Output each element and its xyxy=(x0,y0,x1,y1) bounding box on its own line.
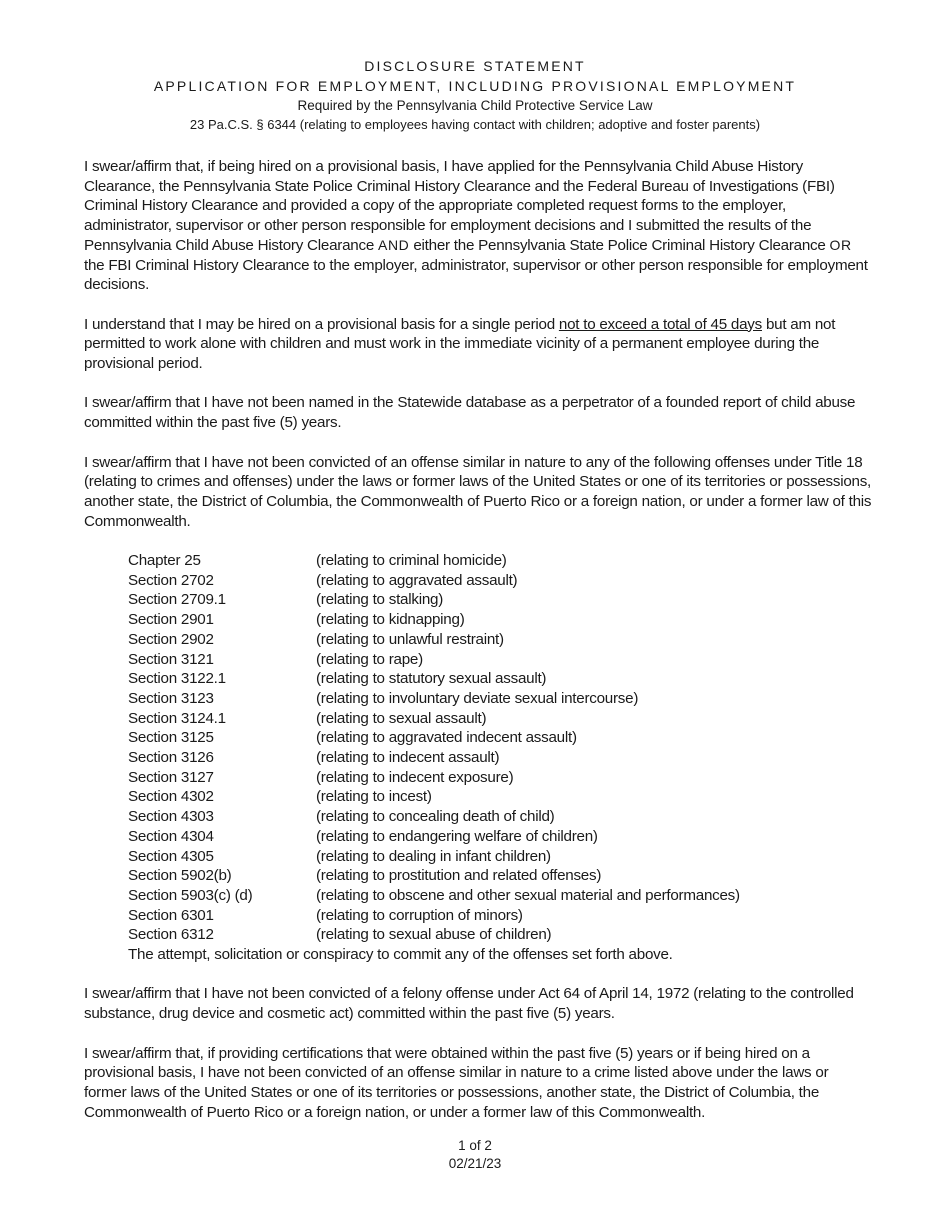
offense-section: Section 5903(c) (d) xyxy=(128,886,253,904)
offense-description: (relating to corruption of minors) xyxy=(316,906,523,924)
offense-description: (relating to sexual assault) xyxy=(316,709,487,727)
offense-description: (relating to rape) xyxy=(316,650,423,668)
statewide-database-paragraph: I swear/affirm that I have not been named in the Statewide database as a perpetrator of a founded report of child abuse committed within the past five (5) years. xyxy=(84,394,856,432)
offense-section: Section 3121 xyxy=(128,650,214,668)
offense-row xyxy=(128,847,874,867)
offense-section: Section 4304 xyxy=(128,827,214,845)
offense-list xyxy=(128,551,874,965)
paragraph2-before: I understand that I may be hired on a provisional basis for a single period xyxy=(84,315,559,333)
offense-row xyxy=(128,689,874,709)
offense-row xyxy=(128,748,874,768)
offense-row xyxy=(128,630,874,650)
offense-description: (relating to unlawful restraint) xyxy=(316,630,504,648)
offense-row xyxy=(128,551,874,571)
offense-section: Section 3123 xyxy=(128,689,214,707)
offense-section: Section 5902(b) xyxy=(128,867,232,885)
offense-row xyxy=(128,728,874,748)
statute-citation: 23 Pa.C.S. § 6344 (relating to employees having contact with children; adoptive and foster parents) xyxy=(189,117,761,132)
paragraph1-part3: the FBI Criminal History Clearance to the employer, administrator, supervisor or other person responsible for employment decisions. xyxy=(84,256,868,294)
offense-description: (relating to aggravated indecent assault) xyxy=(316,729,577,747)
paragraph1-part2: either the Pennsylvania State Police Criminal History Clearance xyxy=(409,236,830,254)
offense-row xyxy=(128,669,874,689)
document-subtitle: APPLICATION FOR EMPLOYMENT, INCLUDING PROVISIONAL EMPLOYMENT xyxy=(153,78,797,94)
offense-row xyxy=(128,571,874,591)
offense-row xyxy=(128,787,874,807)
offense-row xyxy=(128,610,874,630)
offense-section: Section 3126 xyxy=(128,749,214,767)
provisional-clearance-paragraph xyxy=(84,157,874,295)
offense-section: Section 6301 xyxy=(128,906,214,924)
provisional-period-paragraph xyxy=(84,315,874,374)
offense-row xyxy=(128,886,874,906)
offense-description: (relating to dealing in infant children) xyxy=(316,847,551,865)
page-footer xyxy=(0,1137,950,1173)
offense-description: (relating to prostitution and related offenses) xyxy=(316,867,602,885)
offense-description: (relating to concealing death of child) xyxy=(316,808,555,826)
offense-section: Section 3125 xyxy=(128,729,214,747)
offense-section: Section 3127 xyxy=(128,768,214,786)
offense-attempt-note: The attempt, solicitation or conspiracy to commit any of the offenses set forth above. xyxy=(128,946,673,964)
revision-date: 02/21/23 xyxy=(448,1156,502,1171)
offense-row xyxy=(128,768,874,788)
paragraph2-after: but am not permitted to work alone with children and must work in the immediate vicinity of a permanent employee during the provisional period. xyxy=(84,315,836,373)
offense-section: Section 2702 xyxy=(128,571,214,589)
forty-five-day-limit: not to exceed a total of 45 days xyxy=(558,315,762,333)
offense-row xyxy=(128,906,874,926)
offense-row xyxy=(128,590,874,610)
offense-section: Section 4302 xyxy=(128,788,214,806)
paragraph1-part1: I swear/affirm that, if being hired on a provisional basis, I have applied for the Pennsylvania Child Abuse History Clearance, the Pennsylvania State Police Criminal History Clearance and the Federal Bureau of Investigations (FBI) Criminal History Clearance and provided a copy of the appropriate completed request forms to the employer, administrator, supervisor or other person responsible for employment decisions and I submitted the results of the Pennsylvania Child Abuse History Clearance xyxy=(84,158,835,254)
or-emphasis: OR xyxy=(829,236,852,253)
document-body xyxy=(84,157,874,1142)
felony-drug-offense-paragraph: I swear/affirm that I have not been convicted of a felony offense under Act 64 of April 14, 1972 (relating to the controlled substance, drug device and cosmetic act) committed within the past five (5) years. xyxy=(84,985,854,1023)
offense-description: (relating to obscene and other sexual material and performances) xyxy=(316,886,740,904)
offense-section: Section 6312 xyxy=(128,926,214,944)
offense-description: (relating to indecent exposure) xyxy=(316,768,514,786)
required-by-line: Required by the Pennsylvania Child Protective Service Law xyxy=(297,98,653,113)
offense-section: Section 3124.1 xyxy=(128,709,226,727)
certification-paragraph: I swear/affirm that, if providing certifications that were obtained within the past five (5) years or if being hired on a provisional basis, I have not been convicted of an offense similar in nature to a crime listed above under the laws or former laws of the United States or one of its territories or possessions, another state, the District of Columbia, the Commonwealth of Puerto Rico or a foreign nation, or under a former law of this Commonwealth. xyxy=(84,1044,829,1121)
offense-row xyxy=(128,827,874,847)
offense-section: Section 2709.1 xyxy=(128,591,226,609)
and-emphasis: AND xyxy=(378,236,410,253)
offense-row xyxy=(128,650,874,670)
offense-description: (relating to involuntary deviate sexual intercourse) xyxy=(316,689,639,707)
page-number: 1 of 2 xyxy=(458,1138,492,1153)
offense-section: Section 2902 xyxy=(128,630,214,648)
document-title: DISCLOSURE STATEMENT xyxy=(364,58,586,74)
offense-description: (relating to incest) xyxy=(316,788,432,806)
offense-description: (relating to kidnapping) xyxy=(316,611,465,629)
offense-section: Section 2901 xyxy=(128,611,214,629)
offense-row xyxy=(128,807,874,827)
offense-description: (relating to sexual abuse of children) xyxy=(316,926,552,944)
offense-section: Section 3122.1 xyxy=(128,670,226,688)
offense-description: (relating to statutory sexual assault) xyxy=(316,670,547,688)
offense-description: (relating to stalking) xyxy=(316,591,444,609)
offense-row xyxy=(128,709,874,729)
offense-section: Section 4303 xyxy=(128,808,214,826)
offense-description: (relating to aggravated assault) xyxy=(316,571,518,589)
offense-description: (relating to criminal homicide) xyxy=(316,552,507,569)
offense-conviction-paragraph: I swear/affirm that I have not been convicted of an offense similar in nature to any of the following offenses under Title 18 (relating to crimes and offenses) under the laws or former laws of the United States or one of its territories or possessions, another state, the District of Columbia, the Commonwealth of Puerto Rico or a foreign nation, or under a former law of this Commonwealth. xyxy=(84,453,872,530)
offense-section: Chapter 25 xyxy=(128,552,201,569)
offense-row xyxy=(128,925,874,945)
offense-section: Section 4305 xyxy=(128,847,214,865)
offense-description: (relating to endangering welfare of children) xyxy=(316,827,598,845)
offense-description: (relating to indecent assault) xyxy=(316,749,500,767)
offense-row xyxy=(128,866,874,886)
document-header xyxy=(0,56,950,135)
